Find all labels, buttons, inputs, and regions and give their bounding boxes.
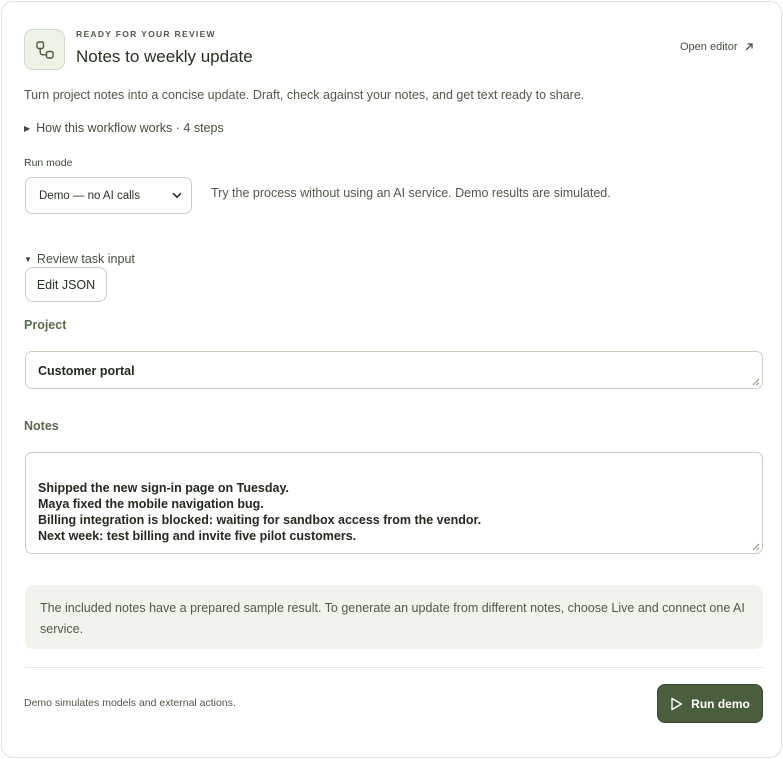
edit-json-button[interactable]: Edit JSON [25, 267, 107, 302]
run-demo-button[interactable] [657, 684, 763, 723]
workflow-card [1, 1, 782, 758]
open-editor-label: Open editor [680, 41, 738, 53]
chevron-down-icon [172, 192, 182, 199]
sample-result-notice: The included notes have a prepared sample result. To generate an update from different notes, choose Live and connect one AI service. [25, 585, 763, 649]
run-demo-label: Run demo [691, 696, 750, 711]
notes-textarea-value: Shipped the new sign-in page on Tuesday. Maya fixed the mobile navigation bug. Billing integration is blocked: waiting for sandbox access from the vendor. Next week: test billing and invite five pilot customers. [38, 481, 482, 543]
project-input-value: Customer portal [38, 364, 135, 378]
workflow-description: Turn project notes into a concise update. Draft, check against your notes, and get text ready to share. [24, 88, 585, 102]
open-editor-link[interactable] [680, 41, 754, 53]
demo-footnote: Demo simulates models and external actions. [24, 697, 236, 709]
resize-grip-icon[interactable] [752, 378, 760, 386]
run-mode-hint: Try the process without using an AI service. Demo results are simulated. [211, 186, 611, 200]
notes-field-label: Notes [24, 419, 59, 433]
run-mode-label: Run mode [24, 157, 73, 169]
run-mode-selected-value: Demo — no AI calls [39, 189, 140, 202]
review-status-eyebrow: READY FOR YOUR REVIEW [76, 29, 216, 39]
run-mode-select[interactable] [25, 177, 192, 214]
page-title: Notes to weekly update [76, 47, 253, 66]
workflow-steps-toggle[interactable] [24, 121, 224, 135]
caret-down-icon: ▼ [24, 254, 32, 264]
review-input-toggle[interactable] [24, 252, 135, 266]
play-icon [670, 697, 683, 711]
external-arrow-icon [744, 42, 754, 52]
workflow-icon [24, 29, 65, 70]
project-field-label: Project [24, 318, 67, 332]
resize-grip-icon[interactable] [752, 543, 760, 551]
notes-textarea[interactable] [25, 452, 763, 554]
review-input-label: Review task input [36, 252, 135, 266]
workflow-steps-label: How this workflow works · 4 steps [36, 121, 224, 135]
project-input[interactable] [25, 351, 763, 389]
caret-right-icon: ▶ [24, 123, 31, 133]
footer-divider [25, 667, 763, 668]
